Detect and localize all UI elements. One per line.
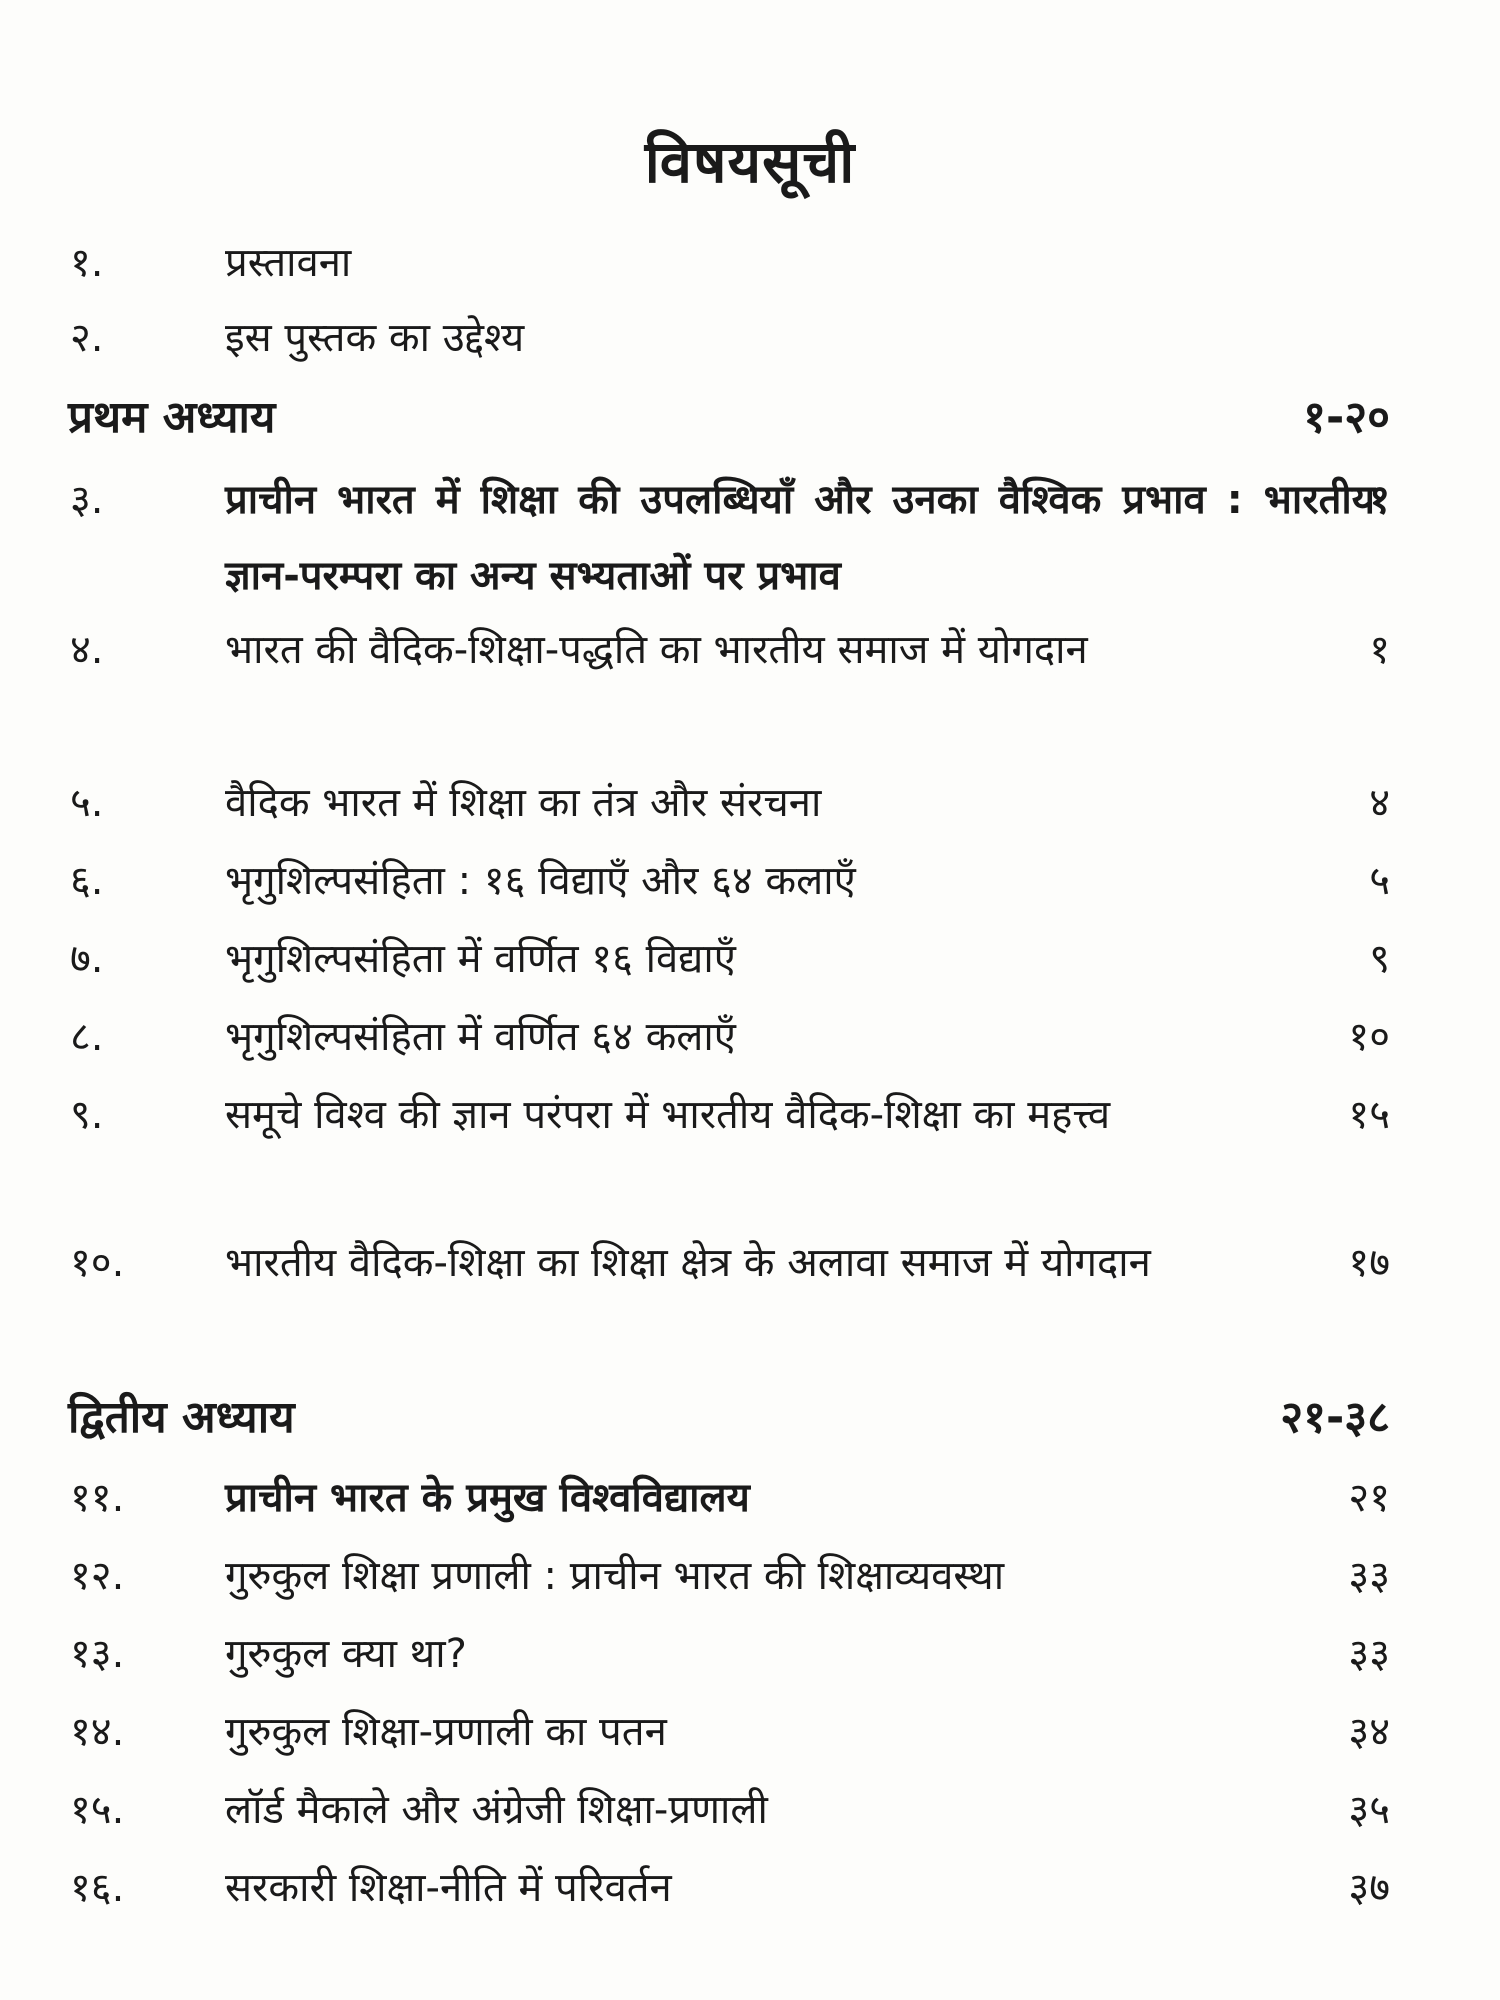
entry-page: २१ — [1348, 1475, 1390, 1521]
entry-title: समूचे विश्व की ज्ञान परंपरा में भारतीय वैदिक-शिक्षा का महत्त्व — [225, 1092, 1111, 1138]
entry-title: प्राचीन भारत के प्रमुख विश्वविद्यालय — [225, 1475, 750, 1521]
entry-page: १० — [1348, 1014, 1390, 1060]
entry-title: वैदिक भारत में शिक्षा का तंत्र और संरचना — [225, 780, 822, 826]
chapter-title: द्वितीय अध्याय — [68, 1392, 295, 1443]
entry-page: ३३ — [1348, 1553, 1390, 1599]
entry-page: १ — [1369, 627, 1390, 673]
entry-title: गुरुकुल क्या था? — [225, 1631, 467, 1677]
chapter-page-range: २१-३८ — [1280, 1392, 1390, 1443]
entry-title: प्राचीन भारत में शिक्षा की उपलब्धियाँ और उनका वैश्विक प्रभाव : भारतीय ज्ञान-परम्परा का अन्य सभ्यताओं पर प्रभाव — [225, 477, 1375, 599]
entry-number: १४. — [70, 1709, 125, 1755]
entry-title: भृगुशिल्पसंहिता में वर्णित १६ विद्याएँ — [225, 936, 736, 982]
entry-number: ६. — [70, 858, 104, 904]
entry-title: लॉर्ड मैकाले और अंग्रेजी शिक्षा-प्रणाली — [225, 1787, 768, 1833]
entry-page: १ — [1369, 477, 1390, 523]
entry-page: ३३ — [1348, 1631, 1390, 1677]
entry-title: भृगुशिल्पसंहिता : १६ विद्याएँ और ६४ कलाएँ — [225, 858, 856, 904]
entry-page: ५ — [1369, 858, 1390, 904]
entry-page: ३४ — [1348, 1709, 1390, 1755]
entry-number: ९. — [70, 1092, 104, 1138]
entry-number: १. — [70, 240, 104, 286]
chapter-title: प्रथम अध्याय — [68, 392, 276, 443]
entry-title: भृगुशिल्पसंहिता में वर्णित ६४ कलाएँ — [225, 1014, 736, 1060]
chapter-page-range: १-२० — [1303, 392, 1390, 443]
entry-title: भारत की वैदिक-शिक्षा-पद्धति का भारतीय समाज में योगदान — [225, 627, 1088, 673]
entry-number: १६. — [70, 1865, 125, 1911]
entry-number: १०. — [70, 1240, 125, 1286]
entry-title: प्रस्तावना — [225, 240, 352, 286]
entry-number: २. — [70, 315, 104, 361]
entry-number: ४. — [70, 627, 104, 673]
entry-number: १३. — [70, 1631, 125, 1677]
entry-title: गुरुकुल शिक्षा-प्रणाली का पतन — [225, 1709, 667, 1755]
entry-title: भारतीय वैदिक-शिक्षा का शिक्षा क्षेत्र के अलावा समाज में योगदान — [225, 1240, 1151, 1286]
page-title: विषयसूची — [644, 128, 856, 196]
entry-page: ९ — [1369, 936, 1390, 982]
entry-page: १५ — [1348, 1092, 1390, 1138]
entry-title: गुरुकुल शिक्षा प्रणाली : प्राचीन भारत की शिक्षाव्यवस्था — [225, 1553, 1005, 1599]
entry-number: ७. — [70, 936, 104, 982]
entry-page: ३७ — [1348, 1865, 1390, 1911]
entry-number: १५. — [70, 1787, 125, 1833]
entry-title: सरकारी शिक्षा-नीति में परिवर्तन — [225, 1865, 672, 1911]
entry-page: ३५ — [1348, 1787, 1390, 1833]
entry-number: ८. — [70, 1014, 104, 1060]
entry-title: इस पुस्तक का उद्देश्य — [225, 315, 525, 361]
entry-number: १२. — [70, 1553, 125, 1599]
entry-number: ११. — [70, 1475, 125, 1521]
entry-page: १७ — [1348, 1240, 1390, 1286]
entry-page: ४ — [1369, 780, 1390, 826]
entry-number: ५. — [70, 780, 104, 826]
entry-number: ३. — [70, 477, 104, 523]
